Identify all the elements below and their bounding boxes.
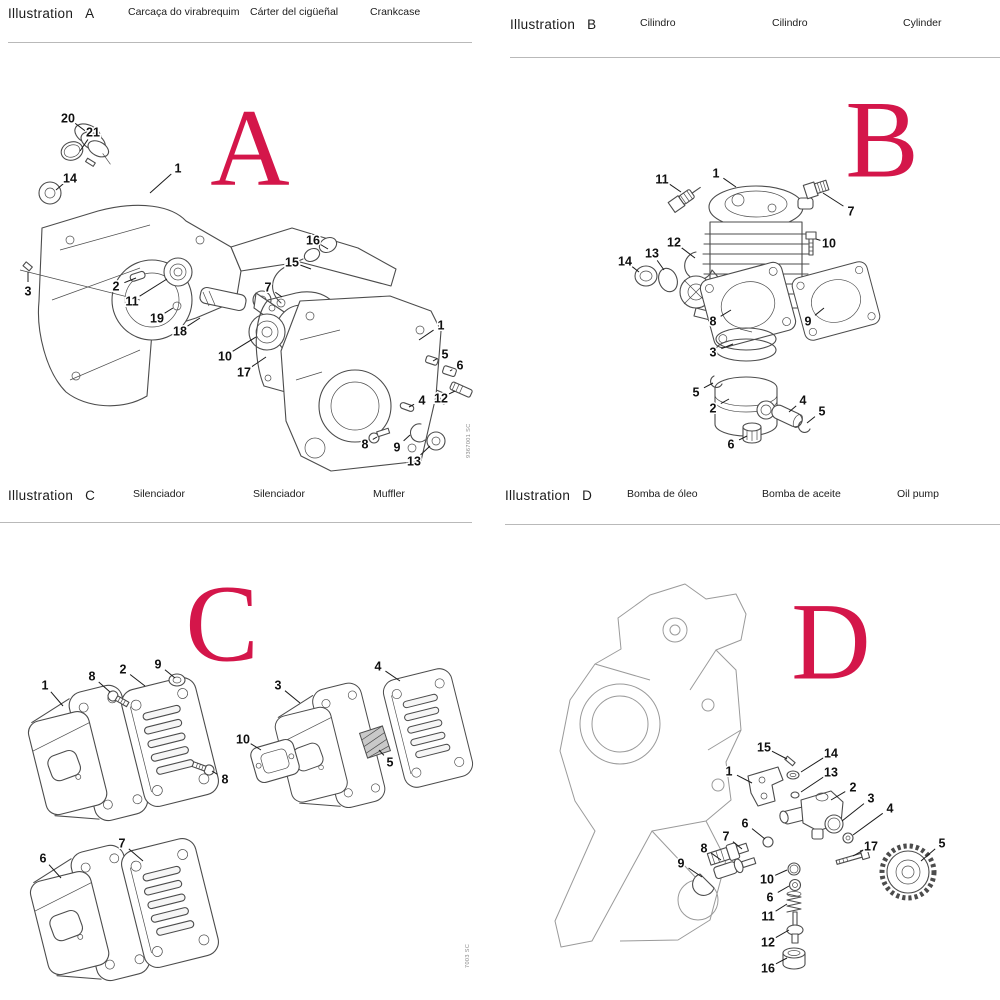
part-number: 7	[722, 829, 730, 844]
part-number: 9	[393, 440, 401, 455]
part-number: 7	[847, 204, 855, 219]
section-letter-d: D	[791, 580, 871, 703]
part-number: 12	[434, 391, 448, 406]
callout-leader-line	[285, 691, 300, 703]
part-number: 6	[39, 851, 47, 866]
part-number: 10	[236, 732, 250, 747]
callout-leader-line	[150, 174, 171, 193]
part-number: 10	[760, 872, 774, 887]
threaded-fitting	[803, 178, 829, 198]
panel-cylinder	[500, 0, 1000, 500]
plunger	[787, 912, 803, 943]
illustration-label: Illustration C	[8, 488, 96, 503]
part-number: 2	[849, 780, 857, 795]
part-number: 14	[618, 254, 632, 269]
part-number: 1	[174, 161, 182, 176]
worm-sprocket	[882, 846, 934, 898]
part-number: 6	[456, 358, 464, 373]
part-number: 6	[741, 816, 749, 831]
part-number: 10	[218, 349, 232, 364]
muffler-exploded-drawing	[0, 500, 500, 1000]
part-number: 8	[221, 772, 229, 787]
section-letter-c: C	[185, 562, 259, 685]
callout-leader-line	[823, 193, 843, 206]
nut	[169, 674, 185, 686]
end-cap	[693, 874, 714, 895]
ball-bearing-left	[164, 258, 192, 286]
part-number: 19	[150, 311, 164, 326]
part-number: 8	[700, 841, 708, 856]
valve-assembly	[635, 266, 712, 320]
title-portuguese: Cilindro	[640, 17, 676, 29]
callout-leader-line	[251, 357, 266, 367]
illustration-label: Illustration A	[8, 6, 95, 21]
callout-leader-line	[51, 692, 63, 706]
title-spanish: Bomba de aceite	[762, 488, 841, 500]
callout-leader-line	[752, 829, 765, 839]
callout-leader-line	[130, 675, 145, 686]
part-number: 2	[119, 662, 127, 677]
callout-leader-line	[233, 337, 256, 351]
oil-pump-exploded-drawing	[500, 500, 1000, 1000]
callout-leader-line	[816, 239, 820, 240]
panel-oil-pump	[500, 488, 1000, 1000]
callout-leader-line	[801, 777, 824, 792]
part-number: 3	[867, 791, 875, 806]
seal-washer	[790, 880, 801, 891]
part-number: 18	[173, 324, 187, 339]
part-number: 1	[712, 166, 720, 181]
callout-leader-line	[853, 813, 883, 835]
part-number: 1	[41, 678, 49, 693]
title-english: Cylinder	[903, 17, 942, 29]
seal-washer	[427, 432, 445, 450]
washer-small	[791, 792, 799, 798]
part-number: 1	[437, 318, 445, 333]
drawing-code: 7003 SC	[465, 943, 471, 968]
part-number: 3	[24, 284, 32, 299]
pin	[785, 756, 795, 765]
part-number: 3	[274, 678, 282, 693]
circlip	[799, 421, 810, 432]
part-number: 11	[125, 294, 139, 309]
part-number: 4	[799, 393, 807, 408]
part-number: 11	[761, 909, 775, 924]
part-number: 5	[386, 755, 394, 770]
callout-leader-line	[275, 292, 282, 297]
spring	[787, 892, 801, 913]
washer	[787, 771, 799, 779]
part-number: 4	[418, 393, 426, 408]
section-letter-b: B	[845, 78, 919, 201]
part-number: 17	[864, 839, 878, 854]
part-number: 10	[822, 236, 836, 251]
title-portuguese: Bomba de óleo	[627, 488, 698, 500]
part-number: 15	[757, 740, 771, 755]
callout-leader-line	[776, 930, 789, 938]
part-number: 4	[886, 801, 894, 816]
part-number: 3	[709, 345, 717, 360]
part-number: 6	[727, 437, 735, 452]
pump-bracket	[748, 767, 783, 806]
illustration-label: Illustration B	[510, 17, 597, 32]
title-spanish: Silenciador	[253, 488, 305, 500]
title-portuguese: Silenciador	[133, 488, 185, 500]
o-ring	[788, 863, 800, 875]
part-number: 5	[938, 836, 946, 851]
part-number: 17	[237, 365, 251, 380]
part-number: 11	[655, 172, 669, 187]
seal-ring	[825, 815, 843, 833]
part-number: 12	[761, 935, 775, 950]
callout-leader-line	[807, 417, 815, 423]
illustration-label: Illustration D	[505, 488, 593, 503]
callout-leader-line	[778, 886, 789, 892]
part-number: 2	[112, 279, 120, 294]
part-number: 14	[63, 171, 77, 186]
o-ring	[59, 139, 86, 163]
needle-bearing	[743, 423, 761, 443]
part-number: 5	[818, 404, 826, 419]
part-number: 20	[61, 111, 75, 126]
part-number: 2	[709, 401, 717, 416]
small-pin	[23, 262, 32, 271]
callout-leader-line	[775, 870, 787, 875]
part-number: 9	[677, 856, 685, 871]
oil-seal	[39, 182, 61, 204]
title-english: Oil pump	[897, 488, 940, 500]
part-number: 12	[667, 235, 681, 250]
title-english: Muffler	[373, 488, 405, 500]
part-number: 5	[692, 385, 700, 400]
cylinder-exploded-drawing	[500, 0, 1000, 500]
title-portuguese: Carcaça do virabrequim	[128, 6, 240, 18]
part-number: 9	[154, 657, 162, 672]
title-spanish: Cárter del cigüeñal	[250, 6, 339, 18]
part-number: 7	[118, 836, 126, 851]
section-letter-a: A	[210, 86, 290, 209]
callout-leader-line	[776, 904, 787, 911]
panel-muffler	[0, 488, 500, 1000]
title-english: Crankcase	[370, 6, 421, 18]
drawing-code: 9367001 SC	[466, 423, 472, 458]
part-number: 9	[804, 314, 812, 329]
callout-leader-line	[842, 804, 864, 821]
callout-leader-line	[723, 178, 736, 187]
small-screw	[86, 158, 96, 166]
part-number: 16	[761, 961, 775, 976]
part-number: 8	[361, 437, 369, 452]
part-number: 8	[88, 669, 96, 684]
part-number: 1	[725, 764, 733, 779]
part-number: 13	[824, 765, 838, 780]
flat-washer	[843, 833, 853, 843]
part-number: 5	[441, 347, 449, 362]
part-number: 13	[645, 246, 659, 261]
muffler-cover	[381, 666, 476, 790]
part-number: 21	[86, 125, 100, 140]
callout-leader-line	[669, 184, 681, 192]
part-number: 14	[824, 746, 838, 761]
part-number: 7	[264, 280, 272, 295]
panel-crankcase	[0, 0, 500, 500]
crankcase-exploded-drawing	[0, 0, 500, 500]
part-number: 15	[285, 255, 299, 270]
callout-leader-line	[801, 758, 823, 772]
part-number: 13	[407, 454, 421, 469]
title-spanish: Cilindro	[772, 17, 808, 29]
cylinder-gasket-right	[790, 260, 881, 342]
callout-leader-line	[772, 751, 787, 759]
callout-leader-line	[300, 265, 311, 269]
part-number: 16	[306, 233, 320, 248]
part-number: 4	[374, 659, 382, 674]
crankcase-outline	[555, 584, 746, 947]
part-number: 6	[766, 890, 774, 905]
part-number: 8	[709, 314, 717, 329]
callout-leader-line	[449, 391, 455, 394]
callout-leader-line	[657, 260, 664, 270]
ball-bearing-right	[249, 314, 285, 350]
